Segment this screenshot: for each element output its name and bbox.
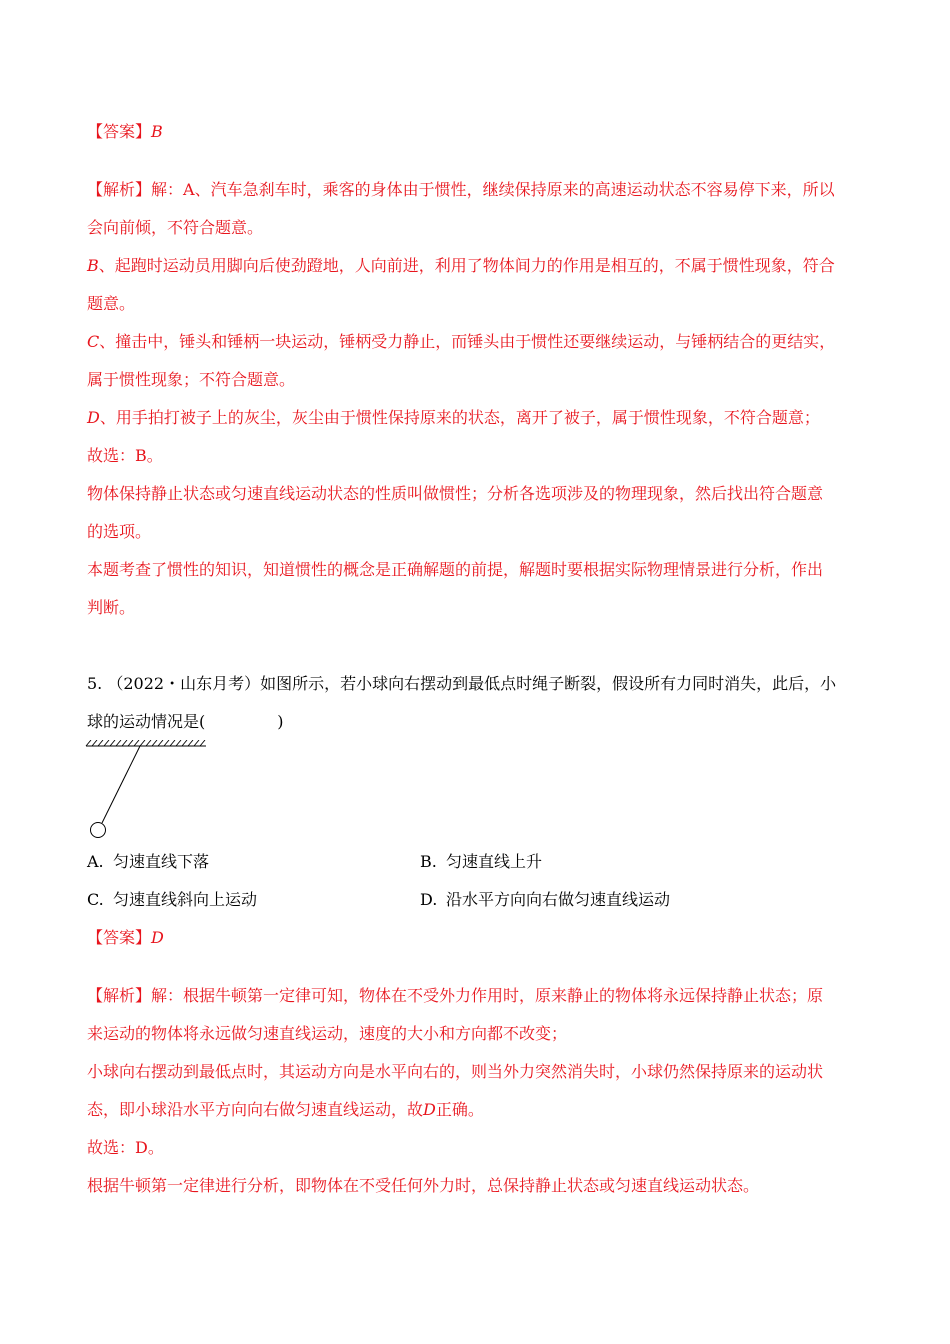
q5-option-b-letter: B. (420, 852, 437, 871)
q5-analysis-line-1 (87, 984, 823, 1008)
ball (91, 823, 106, 838)
q5-option-d-letter: D. (420, 890, 438, 909)
pendulum-diagram (84, 740, 214, 845)
q4-option-d-line (87, 406, 820, 430)
q4-c-letter: C (87, 332, 100, 351)
q4-answer-line (87, 120, 163, 144)
q5-option-c-letter: C. (87, 890, 104, 909)
q4-answer-tag: 【答案】 (87, 122, 152, 141)
q4-b-text-1: 、起跑时运动员用脚向后使劲蹬地，人向前进，利用了物体间力的作用是相互的，不属于惯性现象，符合 (98, 256, 835, 275)
q5-analysis-line-3: 小球向右摆动到最低点时，其运动方向是水平向右的，则当外力突然消失时，小球仍然保持原来的运动状 (87, 1062, 824, 1081)
q4-analysis-tag: 【解析】 (87, 180, 152, 199)
q4-d-letter: D (87, 408, 100, 427)
q5-analysis-tag: 【解析】 (87, 986, 152, 1005)
q5-line4-post: 正确。 (435, 1100, 484, 1119)
q4-analysis-text-1: 解：A、汽车急刹车时，乘客的身体由于惯性，继续保持原来的高速运动状态不容易停下来，所以 (151, 180, 835, 199)
q5-option-a-text: 匀速直线下落 (113, 852, 210, 871)
q4-analysis-line-2: 会向前倾，不符合题意。 (87, 218, 264, 237)
q4-option-b-line-2: 题意。 (87, 294, 136, 313)
q5-option-d-text: 沿水平方向向右做匀速直线运动 (446, 890, 671, 909)
q5-option-c-text: 匀速直线斜向上运动 (113, 890, 258, 909)
q4-choose: 故选：B。 (87, 446, 163, 465)
q5-analysis-line-4 (87, 1098, 484, 1122)
q4-c-text-1: 、撞击中，锤头和锤柄一块运动，锤柄受力静止，而锤头由于惯性还要继续运动，与锤柄结合的更结实， (99, 332, 836, 351)
q5-answer-line (87, 926, 164, 950)
q5-answer-tag: 【答案】 (87, 928, 152, 947)
q5-stem-2 (87, 710, 284, 734)
q5-summary: 根据牛顿第一定律进行分析，即物体在不受任何外力时，总保持静止状态或匀速直线运动状态。 (87, 1176, 760, 1195)
q4-analysis-line-1 (87, 178, 835, 202)
q5-option-c (87, 888, 257, 912)
q4-option-c-line-2: 属于惯性现象；不符合题意。 (87, 370, 296, 389)
q5-line4-letter: D (423, 1100, 436, 1119)
q4-answer-value: B (151, 122, 163, 141)
q4-option-c-line-1 (87, 330, 835, 354)
q5-option-a-letter: A. (87, 852, 104, 871)
q5-stem-text-2: 球的运动情况是( (87, 712, 206, 731)
rope (102, 746, 140, 823)
q4-b-letter: B (87, 256, 99, 275)
q5-option-b (420, 850, 542, 874)
q4-summary-3: 本题考查了惯性的知识，知道惯性的概念是正确解题的前提，解题时要根据实际物理情景进行分析，作出 (87, 560, 824, 579)
q5-answer-value: D (151, 928, 164, 947)
q4-summary-4: 判断。 (87, 598, 136, 617)
q4-d-text: 、用手拍打被子上的灰尘，灰尘由于惯性保持原来的状态，离开了被子，属于惯性现象，不符合题意； (99, 408, 820, 427)
q5-line4-pre: 态，即小球沿水平方向向右做匀速直线运动，故 (87, 1100, 424, 1119)
q5-option-a (87, 850, 209, 874)
q5-stem-close: ) (277, 712, 284, 731)
q5-stem-1: 5. （2022・山东月考）如图所示，若小球向右摆动到最低点时绳子断裂，假设所有力同时消失，此后，小 (87, 674, 837, 693)
q4-summary-2: 的选项。 (87, 522, 152, 541)
pendulum-figure (84, 740, 214, 849)
q5-option-d (420, 888, 670, 912)
q5-analysis-line-2: 来运动的物体将永远做匀速直线运动，速度的大小和方向都不改变； (87, 1024, 568, 1043)
q4-summary-1: 物体保持静止状态或匀速直线运动状态的性质叫做惯性；分析各选项涉及的物理现象，然后找出符合题意 (87, 484, 824, 503)
ceiling-hatching (86, 740, 205, 746)
q5-analysis-text-1: 解：根据牛顿第一定律可知，物体在不受外力作用时，原来静止的物体将永远保持静止状态；原 (151, 986, 824, 1005)
q4-option-b-line-1 (87, 254, 835, 278)
q5-option-b-text: 匀速直线上升 (446, 852, 543, 871)
q5-choose: 故选：D。 (87, 1138, 164, 1157)
